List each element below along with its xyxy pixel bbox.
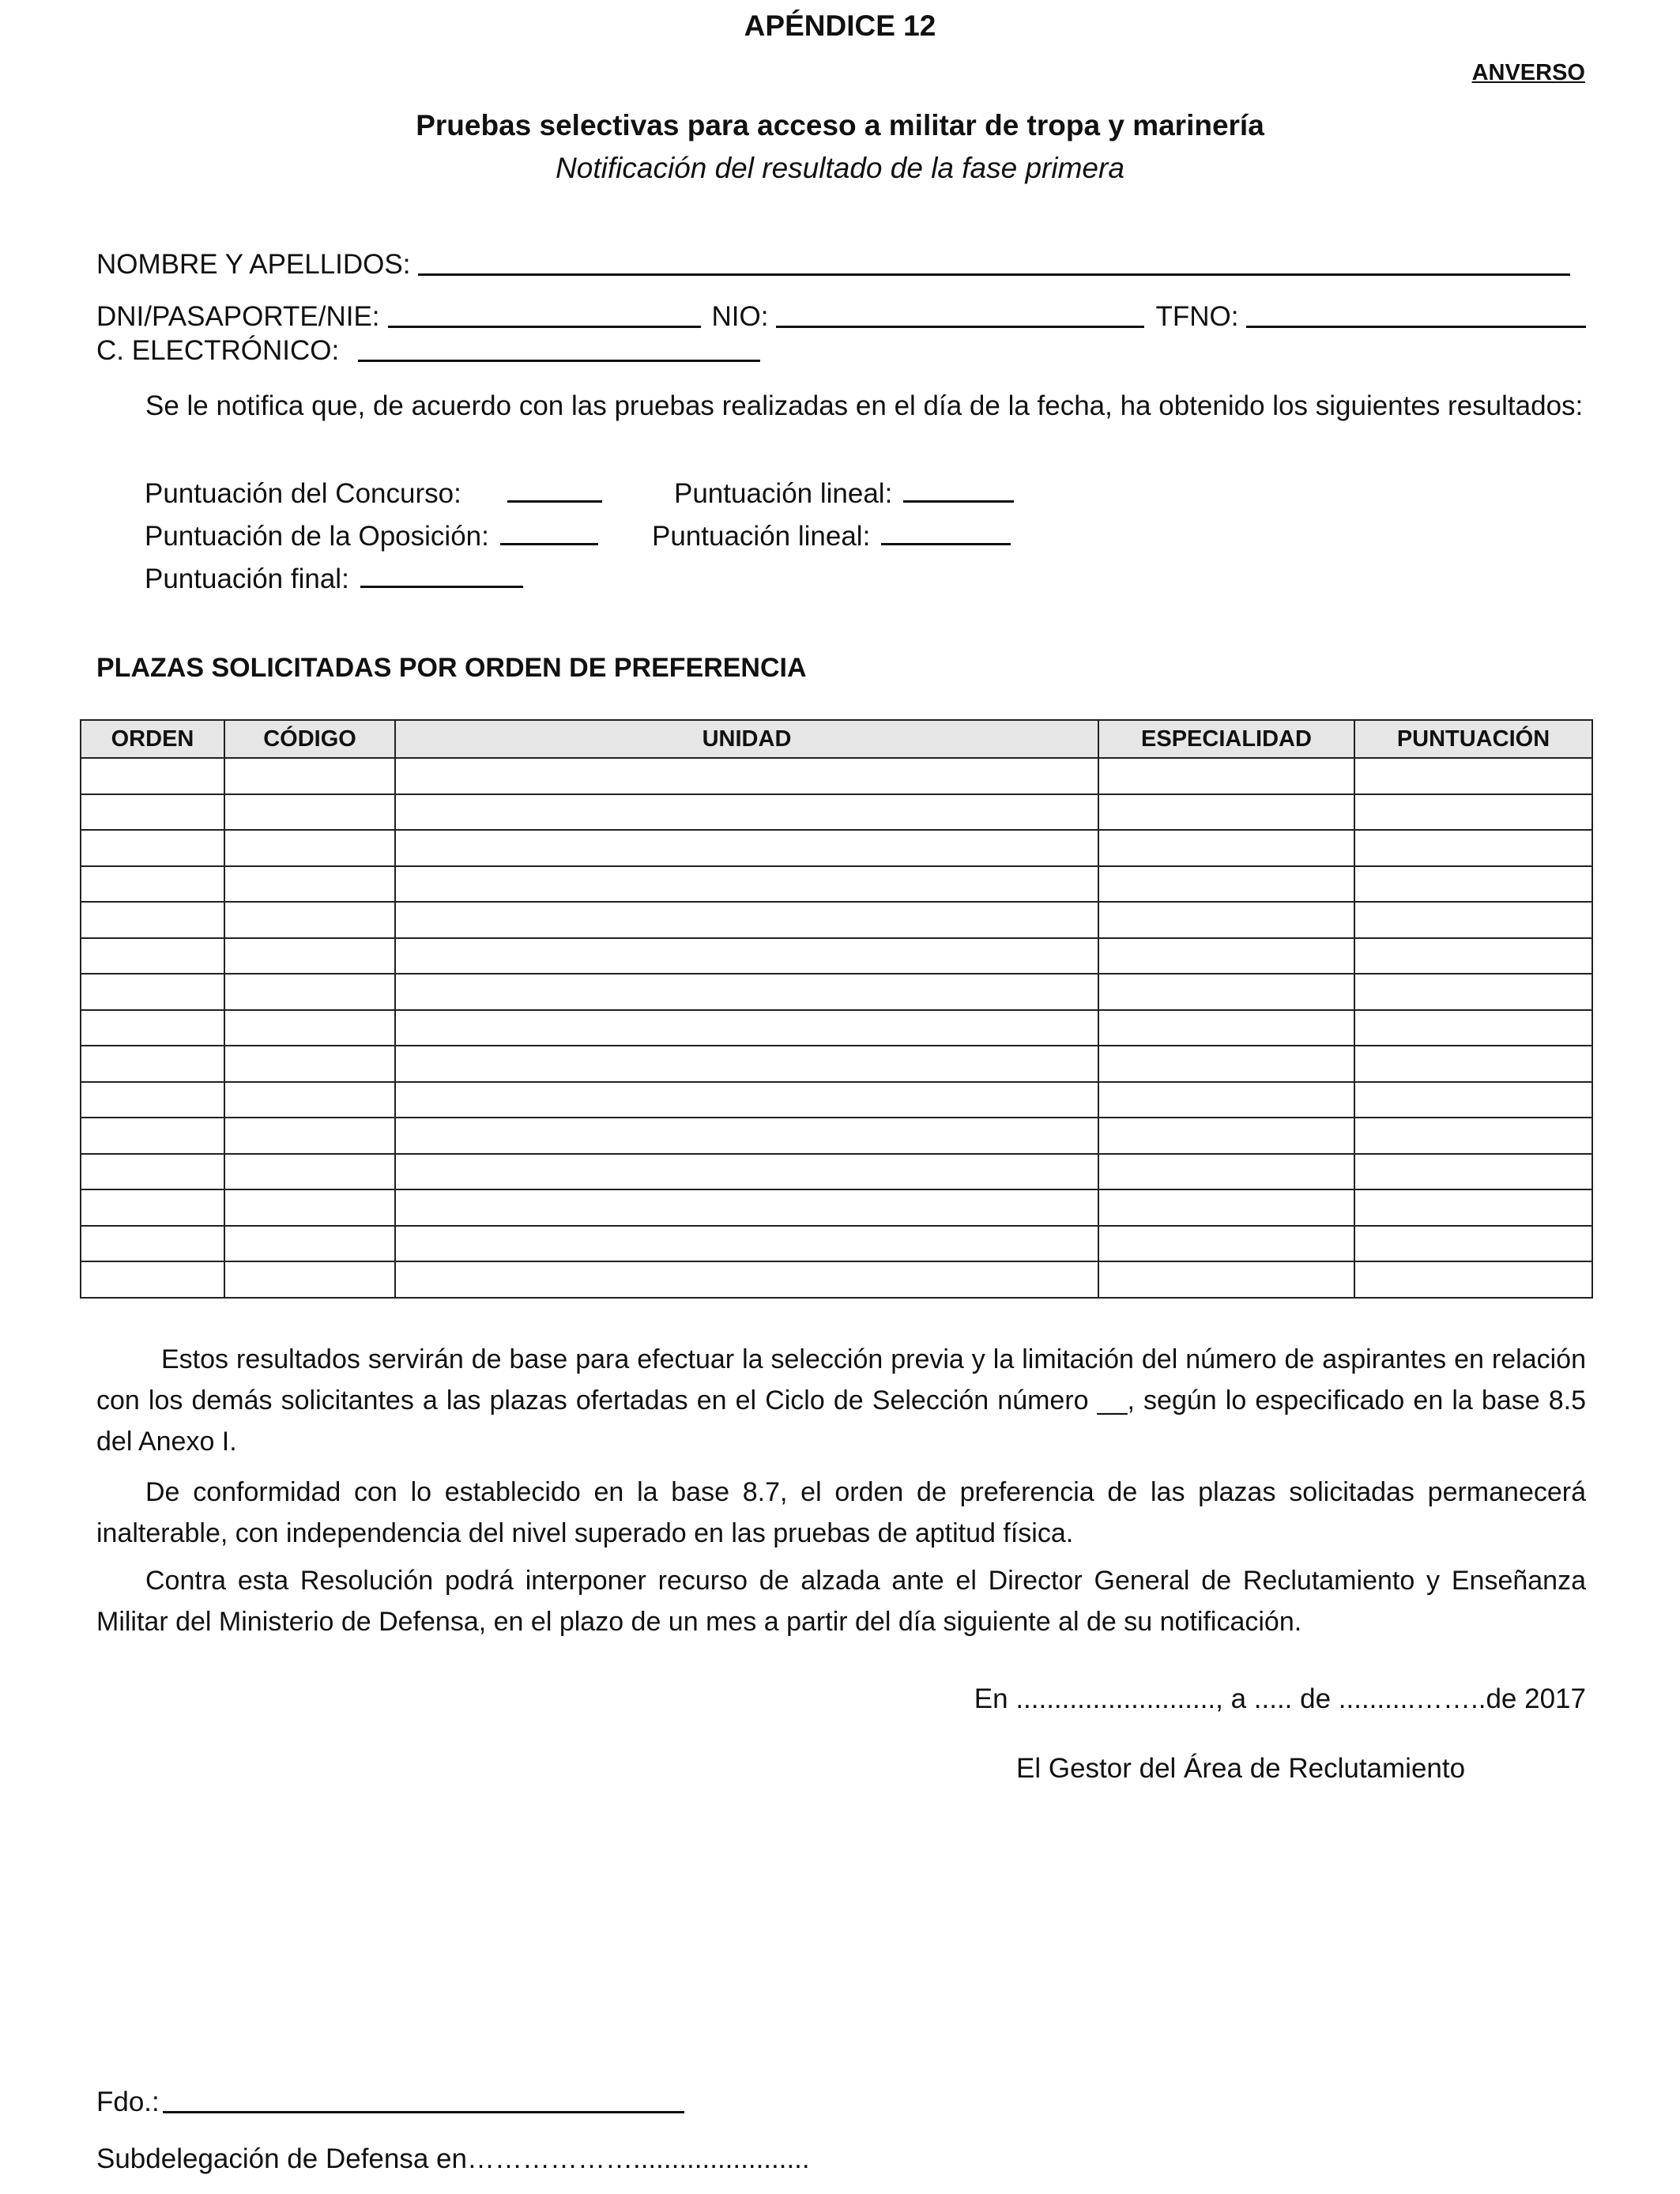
- cell-codigo[interactable]: [224, 974, 395, 1010]
- cell-unidad[interactable]: [395, 830, 1098, 866]
- table-row: [81, 866, 1592, 903]
- cell-orden[interactable]: [81, 794, 224, 831]
- cell-especialidad[interactable]: [1098, 1082, 1354, 1118]
- subdelegacion-line: Subdelegación de Defensa en……………….......................: [96, 2143, 810, 2174]
- dni-blank[interactable]: [388, 326, 701, 328]
- score-final-blank[interactable]: [360, 562, 523, 588]
- table-row: [81, 830, 1592, 866]
- cell-codigo[interactable]: [224, 1226, 395, 1262]
- document-title: Pruebas selectivas para acceso a militar de tropa y marinería: [416, 109, 1264, 141]
- cell-orden[interactable]: [81, 1189, 224, 1226]
- dni-label: DNI/PASAPORTE/NIE:: [96, 301, 380, 332]
- nio-label: NIO:: [711, 301, 769, 332]
- cell-puntuacion[interactable]: [1354, 1189, 1592, 1226]
- cell-puntuacion[interactable]: [1354, 866, 1592, 903]
- side-label: ANVERSO: [1471, 60, 1585, 85]
- cell-especialidad[interactable]: [1098, 830, 1354, 866]
- cell-especialidad[interactable]: [1098, 1226, 1354, 1262]
- signer-role: El Gestor del Área de Reclutamiento: [1016, 1753, 1466, 1784]
- cell-especialidad[interactable]: [1098, 1010, 1354, 1046]
- col-puntuacion-header: PUNTUACIÓN: [1354, 720, 1592, 758]
- intro-paragraph: Se le notifica que, de acuerdo con las pruebas realizadas en el día de la fecha, ha obtenido los siguientes resultados:: [145, 390, 1584, 421]
- cell-codigo[interactable]: [224, 1154, 395, 1190]
- cell-puntuacion[interactable]: [1354, 1046, 1592, 1082]
- email-blank[interactable]: [358, 360, 760, 362]
- col-codigo-header: CÓDIGO: [224, 720, 395, 758]
- cell-unidad[interactable]: [395, 1154, 1098, 1190]
- cell-puntuacion[interactable]: [1354, 1118, 1592, 1154]
- cell-orden[interactable]: [81, 902, 224, 938]
- appendix-title: APÉNDICE 12: [744, 9, 936, 42]
- col-orden-header: ORDEN: [81, 720, 224, 758]
- table-row: [81, 974, 1592, 1010]
- table-row: [81, 1082, 1592, 1118]
- table-row: [81, 938, 1592, 974]
- cell-unidad[interactable]: [395, 1261, 1098, 1298]
- cell-orden[interactable]: [81, 866, 224, 903]
- score-lineal-1-row: [674, 477, 1014, 510]
- cell-orden[interactable]: [81, 830, 224, 866]
- score-oposicion-row: [145, 519, 598, 552]
- cell-unidad[interactable]: [395, 1189, 1098, 1226]
- table-row: [81, 758, 1592, 794]
- table-row: [81, 794, 1592, 831]
- cell-codigo[interactable]: [224, 758, 395, 794]
- cell-unidad[interactable]: [395, 1010, 1098, 1046]
- cell-codigo[interactable]: [224, 1082, 395, 1118]
- table-row: [81, 1118, 1592, 1154]
- document-subtitle: Notificación del resultado de la fase primera: [556, 152, 1124, 184]
- cell-codigo[interactable]: [224, 866, 395, 903]
- cell-orden[interactable]: [81, 938, 224, 974]
- id-field-row: [96, 301, 1586, 333]
- score-lineal-2-blank[interactable]: [881, 519, 1011, 545]
- cell-puntuacion[interactable]: [1354, 830, 1592, 866]
- paragraph-seleccion: Estos resultados servirán de base para efectuar la selección previa y la limitación del número de aspirantes en relación con los demás solicitantes a las plazas ofertadas en el Ciclo de Selección número __, según lo especificado en la base 8.5 del Anexo I.: [96, 1344, 1586, 1457]
- cell-orden[interactable]: [81, 1010, 224, 1046]
- cell-especialidad[interactable]: [1098, 902, 1354, 938]
- cell-puntuacion[interactable]: [1354, 1261, 1592, 1298]
- score-concurso-label: Puntuación del Concurso:: [145, 478, 461, 509]
- cell-puntuacion[interactable]: [1354, 1154, 1592, 1190]
- table-row: [81, 1261, 1592, 1298]
- table-row: [81, 1010, 1592, 1046]
- plazas-table: [80, 719, 1593, 1299]
- name-label: NOMBRE Y APELLIDOS:: [96, 249, 411, 280]
- tfno-label: TFNO:: [1155, 301, 1239, 332]
- cell-orden[interactable]: [81, 1082, 224, 1118]
- cell-puntuacion[interactable]: [1354, 1082, 1592, 1118]
- cell-especialidad[interactable]: [1098, 938, 1354, 974]
- cell-orden[interactable]: [81, 1226, 224, 1262]
- cell-orden[interactable]: [81, 1154, 224, 1190]
- cell-especialidad[interactable]: [1098, 866, 1354, 903]
- signature-blank[interactable]: [163, 2111, 684, 2113]
- cell-codigo[interactable]: [224, 1046, 395, 1082]
- signature-field: [96, 2087, 684, 2118]
- tfno-blank[interactable]: [1246, 326, 1586, 328]
- cell-orden[interactable]: [81, 758, 224, 794]
- cell-unidad[interactable]: [395, 974, 1098, 1010]
- email-label: C. ELECTRÓNICO:: [96, 335, 340, 366]
- plazas-heading: PLAZAS SOLICITADAS POR ORDEN DE PREFERENCIA: [96, 653, 807, 683]
- cell-puntuacion[interactable]: [1354, 938, 1592, 974]
- cell-codigo[interactable]: [224, 938, 395, 974]
- cell-especialidad[interactable]: [1098, 1261, 1354, 1298]
- cell-unidad[interactable]: [395, 794, 1098, 831]
- cell-codigo[interactable]: [224, 902, 395, 938]
- cell-especialidad[interactable]: [1098, 794, 1354, 831]
- cell-especialidad[interactable]: [1098, 1154, 1354, 1190]
- score-lineal-2-label: Puntuación lineal:: [652, 521, 871, 552]
- cell-puntuacion[interactable]: [1354, 902, 1592, 938]
- score-final-row: [145, 562, 523, 595]
- score-lineal-1-label: Puntuación lineal:: [674, 478, 893, 509]
- col-especialidad-header: ESPECIALIDAD: [1098, 720, 1354, 758]
- score-concurso-blank[interactable]: [507, 477, 602, 503]
- score-lineal-1-blank[interactable]: [903, 477, 1014, 503]
- paragraph-conformidad: De conformidad con lo establecido en la base 8.7, el orden de preferencia de las plazas solicitadas permanecerá inalterable, con independencia del nivel superado en las pruebas de aptitud física.: [96, 1477, 1586, 1548]
- score-oposicion-blank[interactable]: [500, 519, 598, 545]
- cell-unidad[interactable]: [395, 1046, 1098, 1082]
- cell-unidad[interactable]: [395, 938, 1098, 974]
- cell-codigo[interactable]: [224, 830, 395, 866]
- email-field-row: [96, 335, 760, 367]
- score-concurso-row: [145, 477, 602, 510]
- table-row: [81, 1189, 1592, 1226]
- cell-unidad[interactable]: [395, 758, 1098, 794]
- cell-puntuacion[interactable]: [1354, 758, 1592, 794]
- cell-puntuacion[interactable]: [1354, 794, 1592, 831]
- place-date-line: En .........................., a ..... de ..........……..de 2017: [974, 1683, 1586, 1714]
- cell-unidad[interactable]: [395, 1118, 1098, 1154]
- cell-especialidad[interactable]: [1098, 1189, 1354, 1226]
- cell-especialidad[interactable]: [1098, 974, 1354, 1010]
- plazas-header-row: [81, 720, 1592, 758]
- plazas-body: [81, 758, 1592, 1298]
- cell-especialidad[interactable]: [1098, 1046, 1354, 1082]
- table-row: [81, 902, 1592, 938]
- cell-unidad[interactable]: [395, 902, 1098, 938]
- paragraph-recurso: Contra esta Resolución podrá interponer recurso de alzada ante el Director General de Reclutamiento y Enseñanza Militar del Ministerio de Defensa, en el plazo de un mes a partir del día siguiente al de su notificación.: [96, 1566, 1586, 1637]
- score-lineal-2-row: [652, 519, 1011, 552]
- cell-puntuacion[interactable]: [1354, 1010, 1592, 1046]
- cell-orden[interactable]: [81, 1118, 224, 1154]
- cell-unidad[interactable]: [395, 1082, 1098, 1118]
- table-row: [81, 1154, 1592, 1190]
- table-row: [81, 1226, 1592, 1262]
- col-unidad-header: UNIDAD: [395, 720, 1098, 758]
- cell-orden[interactable]: [81, 1046, 224, 1082]
- table-row: [81, 1046, 1592, 1082]
- cell-puntuacion[interactable]: [1354, 1226, 1592, 1262]
- nio-blank[interactable]: [776, 326, 1144, 328]
- cell-codigo[interactable]: [224, 1189, 395, 1226]
- score-final-label: Puntuación final:: [145, 564, 349, 594]
- name-field-row: [96, 249, 1586, 281]
- cell-unidad[interactable]: [395, 1226, 1098, 1262]
- cell-codigo[interactable]: [224, 1010, 395, 1046]
- cell-codigo[interactable]: [224, 1261, 395, 1298]
- cell-especialidad[interactable]: [1098, 1118, 1354, 1154]
- score-oposicion-label: Puntuación de la Oposición:: [145, 521, 489, 552]
- cell-codigo[interactable]: [224, 1118, 395, 1154]
- cell-codigo[interactable]: [224, 794, 395, 831]
- cell-puntuacion[interactable]: [1354, 974, 1592, 1010]
- name-blank[interactable]: [418, 273, 1570, 276]
- cell-orden[interactable]: [81, 1261, 224, 1298]
- cell-orden[interactable]: [81, 974, 224, 1010]
- fdo-label: Fdo.:: [96, 2087, 160, 2117]
- cell-unidad[interactable]: [395, 866, 1098, 903]
- cell-especialidad[interactable]: [1098, 758, 1354, 794]
